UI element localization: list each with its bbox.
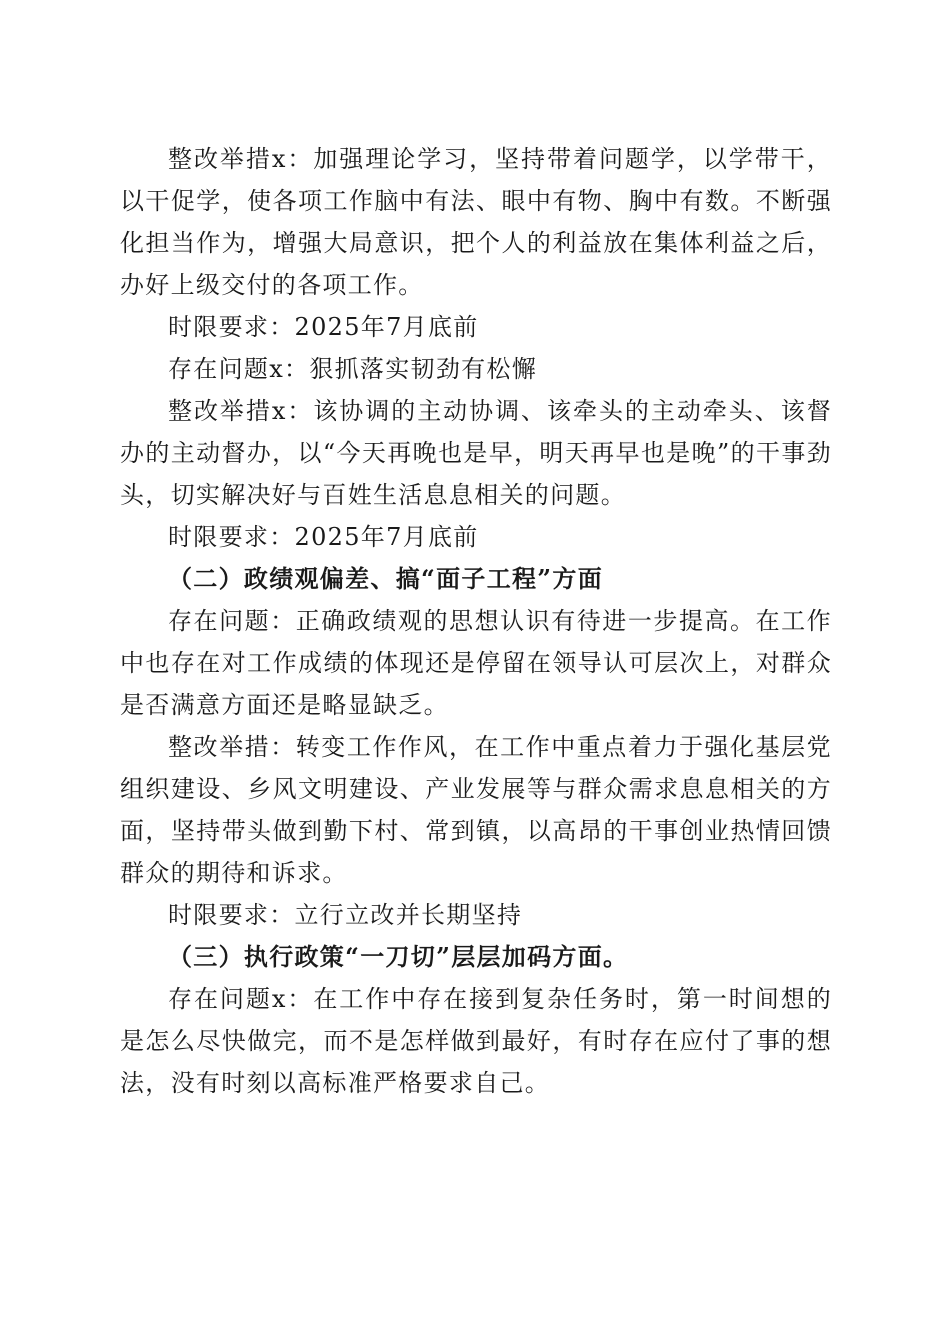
section-heading-3: （三）执行政策“一刀切”层层加码方面。	[168, 942, 629, 971]
paragraph-problem-2: 存在问题：正确政绩观的思想认识有待进一步提高。在工作中也存在对工作成绩的体现还是停留在领导认可层次上，对群众是否满意方面还是略显缺乏。	[120, 607, 832, 719]
document-body	[120, 138, 832, 1104]
paragraph-deadline-3: 时限要求：立行立改并长期坚持	[168, 901, 523, 929]
paragraph-problem-1: 存在问题x：狠抓落实韧劲有松懈	[168, 355, 538, 383]
section-heading-2: （二）政绩观偏差、搞“面子工程”方面	[168, 564, 604, 593]
paragraph-problem-3: 存在问题x：在工作中存在接到复杂任务时，第一时间想的是怎么尽快做完，而不是怎样做到最好，有时存在应付了事的想法，没有时刻以高标准严格要求自己。	[120, 985, 832, 1097]
paragraph-deadline-2: 时限要求：2025年7月底前	[168, 523, 479, 551]
paragraph-measure-1: 整改举措x：加强理论学习，坚持带着问题学，以学带干，以干促学，使各项工作脑中有法、眼中有物、胸中有数。不断强化担当作为，增强大局意识，把个人的利益放在集体利益之后，办好上级交付的各项工作。	[120, 145, 832, 299]
paragraph-measure-2: 整改举措x：该协调的主动协调、该牵头的主动牵头、该督办的主动督办，以“今天再晚也是早，明天再早也是晚”的干事劲头，切实解决好与百姓生活息息相关的问题。	[120, 397, 832, 509]
paragraph-deadline-1: 时限要求：2025年7月底前	[168, 313, 479, 341]
paragraph-measure-3: 整改举措：转变工作作风，在工作中重点着力于强化基层党组织建设、乡风文明建设、产业发展等与群众需求息息相关的方面，坚持带头做到勤下村、常到镇，以高昂的干事创业热情回馈群众的期待和诉求。	[120, 733, 832, 887]
